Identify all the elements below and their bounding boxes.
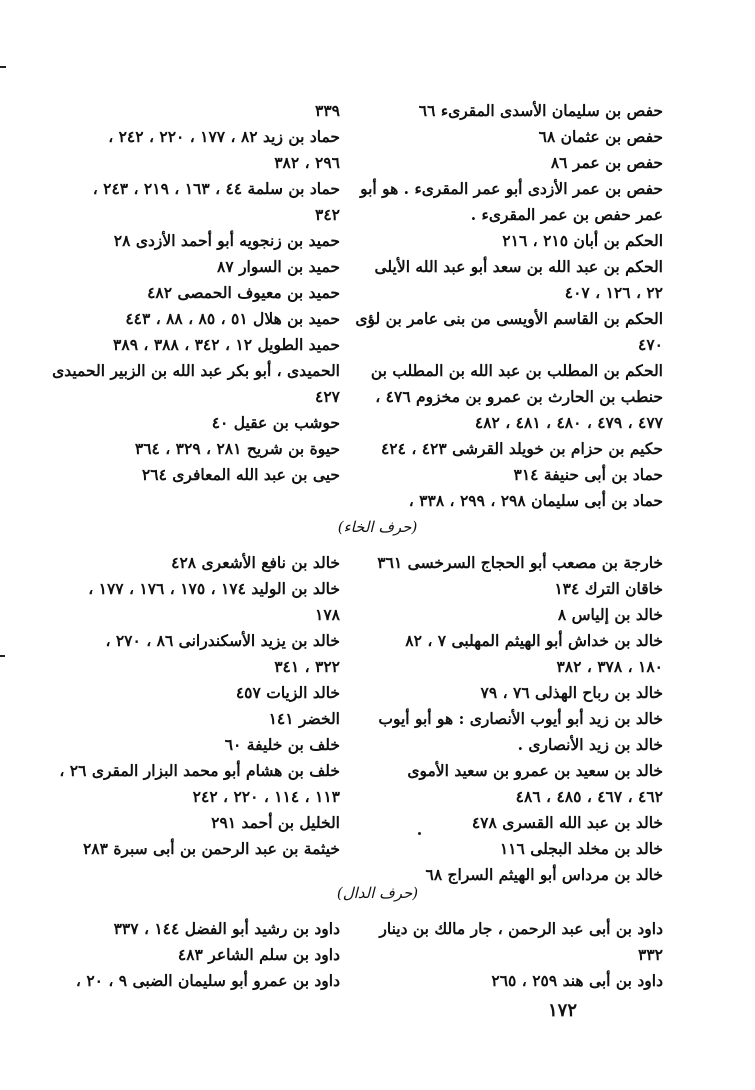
index-entry: حكيم بن حزام بن خويلد القرشى ٤٢٣ ، ٤٢٤ xyxy=(380,439,663,458)
index-entry: الحكم بن المطلب بن عبد الله بن المطلب بن xyxy=(370,361,663,380)
index-entry: حماد بن أبى حنيفة ٣١٤ xyxy=(513,465,663,484)
index-entry: حفص بن سليمان الأسدى المقرىء ٦٦ xyxy=(418,101,663,120)
index-entry: حميد بن هلال ٥١ ، ٨٥ ، ٨٨ ، ٤٤٣ xyxy=(125,309,340,328)
index-entry: حوشب بن عقيل ٤٠ xyxy=(211,413,340,432)
index-entry: ١٨٠ ، ٣٧٨ ، ٣٨٢ xyxy=(556,657,663,676)
index-entry: ١٧٨ xyxy=(315,605,340,624)
index-entry: ٢٩٦ ، ٣٨٢ xyxy=(274,153,340,172)
index-entry: الخضر ١٤١ xyxy=(268,709,340,728)
index-entry: خالد بن يزيد الأسكندرانى ٨٦ ، ٢٧٠ ، xyxy=(105,631,340,650)
index-entry: خيثمة بن عبد الرحمن بن أبى سبرة ٢٨٣ xyxy=(82,839,340,858)
index-entry: خالد بن مرداس أبو الهيثم السراج ٦٨ xyxy=(425,865,663,884)
index-entry: داود بن رشيد أبو الفضل ١٤٤ ، ٣٣٧ xyxy=(113,919,340,938)
index-entry: خالد بن زيد الأنصارى . xyxy=(517,735,663,754)
index-entry: حنطب بن الحارث بن عمرو بن مخزوم ٤٧٦ ، xyxy=(375,387,663,406)
index-entry: خالد بن إلياس ٨ xyxy=(557,605,663,624)
index-entry: ٣٣٩ xyxy=(315,101,340,120)
index-entry: ٢٢ ، ١٢٦ ، ٤٠٧ xyxy=(564,283,663,302)
kha-left-column xyxy=(40,550,340,862)
index-entry: خالد بن خداش أبو الهيثم المهلبى ٧ ، ٨٢ xyxy=(405,631,663,650)
ha-left-column xyxy=(40,98,340,488)
index-entry: الحكم بن عبد الله بن سعد أبو عبد الله الأيلى xyxy=(374,257,663,276)
index-entry: الحميدى ، أبو بكر عبد الله بن الزبير الحميدى xyxy=(52,361,340,380)
index-entry: خاقان الترك ١٣٤ xyxy=(554,579,663,598)
ha-right-column xyxy=(345,98,663,514)
kha-right-column xyxy=(345,550,663,888)
index-entry: ٣٢٢ ، ٣٤١ xyxy=(274,657,340,676)
index-entry: خالد بن نافع الأشعرى ٤٢٨ xyxy=(171,553,340,572)
index-entry: الخليل بن أحمد ٢٩١ xyxy=(211,813,340,832)
index-entry: حماد بن أبى سليمان ٢٩٨ ، ٢٩٩ ، ٣٣٨ ، xyxy=(408,491,663,510)
index-entry: خلف بن هشام أبو محمد البزار المقرى ٢٦ ، xyxy=(59,761,340,780)
index-entry: ٤٦٢ ، ٤٦٧ ، ٤٨٥ ، ٤٨٦ xyxy=(515,787,663,806)
index-entry: حفص بن عمر الأزدى أبو عمر المقرىء . هو أبو xyxy=(360,179,663,198)
index-entry: حفص بن عمر ٨٦ xyxy=(550,153,663,172)
index-entry: خالد بن عبد الله القسرى ٤٧٨ xyxy=(471,813,663,832)
index-entry: خلف بن خليفة ٦٠ xyxy=(224,735,340,754)
dal-left-column xyxy=(40,916,340,994)
scan-edge-mark xyxy=(0,66,6,68)
index-entry: ٣٤٢ xyxy=(315,205,340,224)
section-heading-dal: (حرف الدال) xyxy=(336,884,419,902)
page-number: ١٧٢ xyxy=(548,1000,578,1021)
index-entry: حيى بن عبد الله المعافرى ٢٦٤ xyxy=(141,465,340,484)
index-entry: ٣٣٢ xyxy=(638,945,663,964)
index-entry: حميد الطويل ١٢ ، ٣٤٢ ، ٣٨٨ ، ٣٨٩ xyxy=(113,335,340,354)
index-entry: حميد بن زنجويه أبو أحمد الأزدى ٢٨ xyxy=(113,231,340,250)
index-entry: حماد بن زيد ٨٢ ، ١٧٧ ، ٢٢٠ ، ٢٤٢ ، xyxy=(108,127,340,146)
index-entry: خالد بن زيد أبو أيوب الأنصارى : هو أبو أيوب xyxy=(378,709,663,728)
index-entry: ١١٣ ، ١١٤ ، ٢٢٠ ، ٢٤٢ xyxy=(192,787,340,806)
index-entry: خالد بن مخلد البجلى ١١٦ xyxy=(499,839,663,858)
index-entry: عمر حفص بن عمر المقرىء . xyxy=(470,205,663,224)
index-entry: حيوة بن شريح ٢٨١ ، ٣٢٩ ، ٣٦٤ xyxy=(134,439,340,458)
index-entry: الحكم بن القاسم الأويسى من بنى عامر بن لؤى xyxy=(355,309,663,328)
index-entry: خالد بن رباح الهذلى ٧٦ ، ٧٩ xyxy=(480,683,663,702)
index-entry: حماد بن سلمة ٤٤ ، ١٦٣ ، ٢١٩ ، ٢٤٣ ، xyxy=(92,179,340,198)
scan-edge-mark xyxy=(0,655,5,657)
index-entry: خالد بن الوليد ١٧٤ ، ١٧٥ ، ١٧٦ ، ١٧٧ ، xyxy=(88,579,340,598)
index-entry: داود بن أبى عبد الرحمن ، جار مالك بن دينار xyxy=(379,919,663,938)
index-entry: داود بن سلم الشاعر ٤٨٣ xyxy=(177,945,340,964)
index-entry: حميد بن السوار ٨٧ xyxy=(217,257,340,276)
index-entry: خالد الزيات ٤٥٧ xyxy=(235,683,340,702)
index-entry: خالد بن سعيد بن عمرو بن سعيد الأموى xyxy=(407,761,663,780)
index-entry: خارجة بن مصعب أبو الحجاج السرخسى ٣٦١ xyxy=(377,553,663,572)
index-entry: داود بن عمرو أبو سليمان الضبى ٩ ، ٢٠ ، xyxy=(75,971,340,990)
index-entry: ٤٢٧ xyxy=(315,387,340,406)
dal-right-column xyxy=(345,916,663,994)
section-heading-kha: (حرف الخاء) xyxy=(337,518,418,536)
index-entry: ٤٧٠ xyxy=(638,335,663,354)
index-entry: داود بن أبى هند ٢٥٩ ، ٢٦٥ xyxy=(491,971,663,990)
index-entry: حميد بن معيوف الحمصى ٤٨٢ xyxy=(147,283,340,302)
index-entry: الحكم بن أبان ٢١٥ ، ٢١٦ xyxy=(502,231,663,250)
index-entry: حفص بن عثمان ٦٨ xyxy=(538,127,663,146)
index-entry: ٤٧٧ ، ٤٧٩ ، ٤٨٠ ، ٤٨١ ، ٤٨٢ xyxy=(474,413,663,432)
